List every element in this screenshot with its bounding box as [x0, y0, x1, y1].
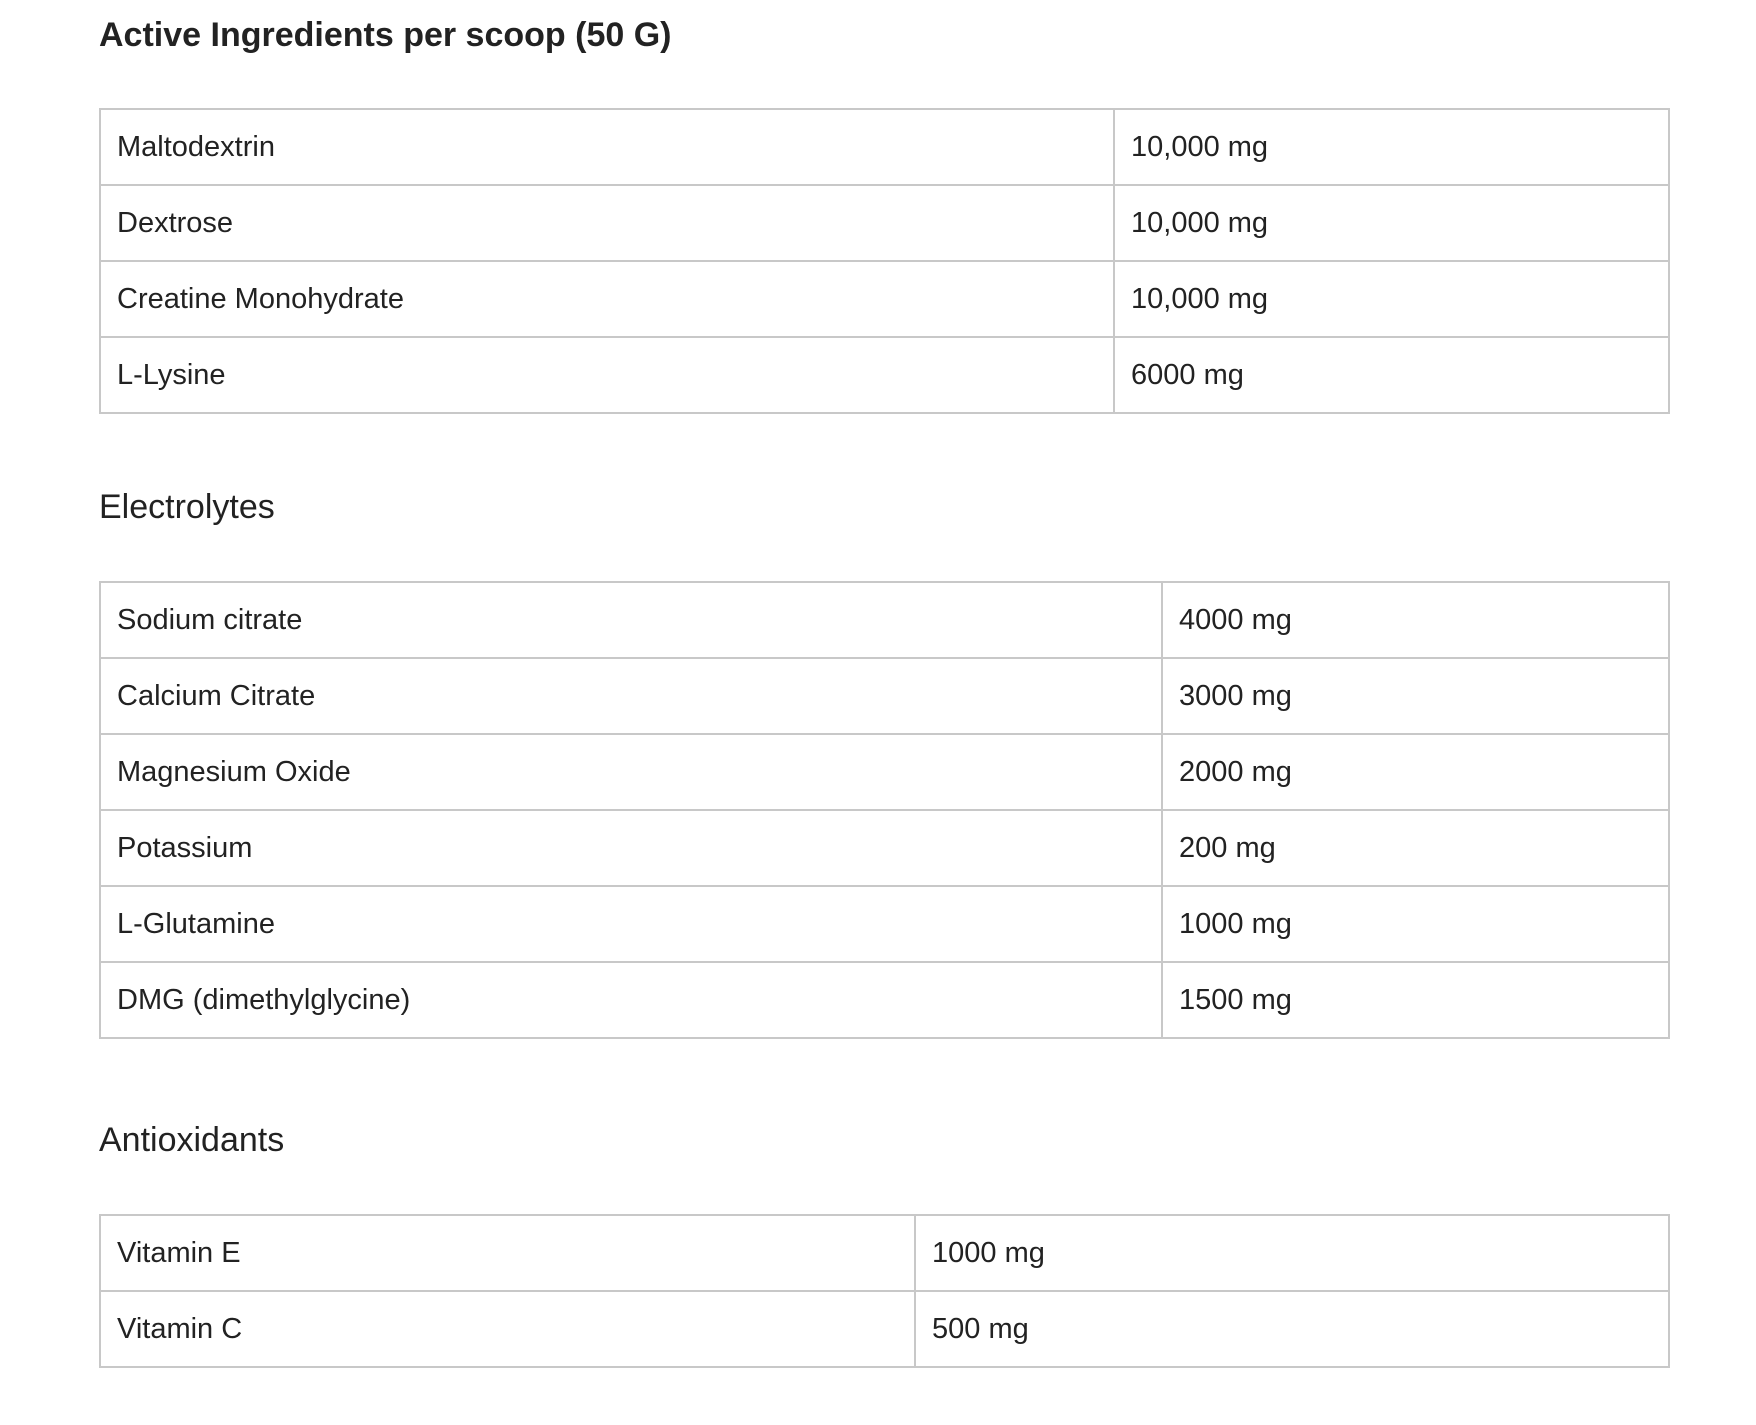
- ingredient-amount: 10,000 mg: [1114, 185, 1669, 261]
- ingredient-amount: 1000 mg: [915, 1215, 1669, 1291]
- ingredient-amount: 10,000 mg: [1114, 109, 1669, 185]
- table-row: [100, 337, 1669, 413]
- ingredient-name: Sodium citrate: [100, 582, 1162, 658]
- antioxidants-table: [99, 1214, 1670, 1368]
- table-row: [100, 810, 1669, 886]
- active-ingredients-table: [99, 108, 1670, 414]
- ingredient-name: Magnesium Oxide: [100, 734, 1162, 810]
- ingredient-amount: 1500 mg: [1162, 962, 1669, 1038]
- table-row: [100, 582, 1669, 658]
- ingredient-name: Vitamin C: [100, 1291, 915, 1367]
- table-row: [100, 658, 1669, 734]
- table-row: [100, 886, 1669, 962]
- ingredient-amount: 3000 mg: [1162, 658, 1669, 734]
- table-row: [100, 734, 1669, 810]
- table-row: [100, 109, 1669, 185]
- ingredient-amount: 500 mg: [915, 1291, 1669, 1367]
- ingredient-amount: 2000 mg: [1162, 734, 1669, 810]
- ingredient-name: L-Lysine: [100, 337, 1114, 413]
- electrolytes-heading: Electrolytes: [99, 488, 275, 526]
- ingredient-name: Vitamin E: [100, 1215, 915, 1291]
- page-title: Active Ingredients per scoop (50 G): [99, 16, 672, 54]
- antioxidants-heading: Antioxidants: [99, 1121, 285, 1159]
- table-row: [100, 261, 1669, 337]
- ingredient-name: Dextrose: [100, 185, 1114, 261]
- ingredient-name: DMG (dimethylglycine): [100, 962, 1162, 1038]
- ingredient-amount: 200 mg: [1162, 810, 1669, 886]
- ingredient-name: Creatine Monohydrate: [100, 261, 1114, 337]
- ingredient-amount: 4000 mg: [1162, 582, 1669, 658]
- table-row: [100, 962, 1669, 1038]
- electrolytes-table: [99, 581, 1670, 1039]
- ingredient-name: Maltodextrin: [100, 109, 1114, 185]
- table-row: [100, 1291, 1669, 1367]
- table-row: [100, 185, 1669, 261]
- ingredient-name: Calcium Citrate: [100, 658, 1162, 734]
- ingredient-name: Potassium: [100, 810, 1162, 886]
- ingredient-amount: 1000 mg: [1162, 886, 1669, 962]
- ingredient-amount: 10,000 mg: [1114, 261, 1669, 337]
- table-row: [100, 1215, 1669, 1291]
- ingredient-amount: 6000 mg: [1114, 337, 1669, 413]
- ingredient-name: L-Glutamine: [100, 886, 1162, 962]
